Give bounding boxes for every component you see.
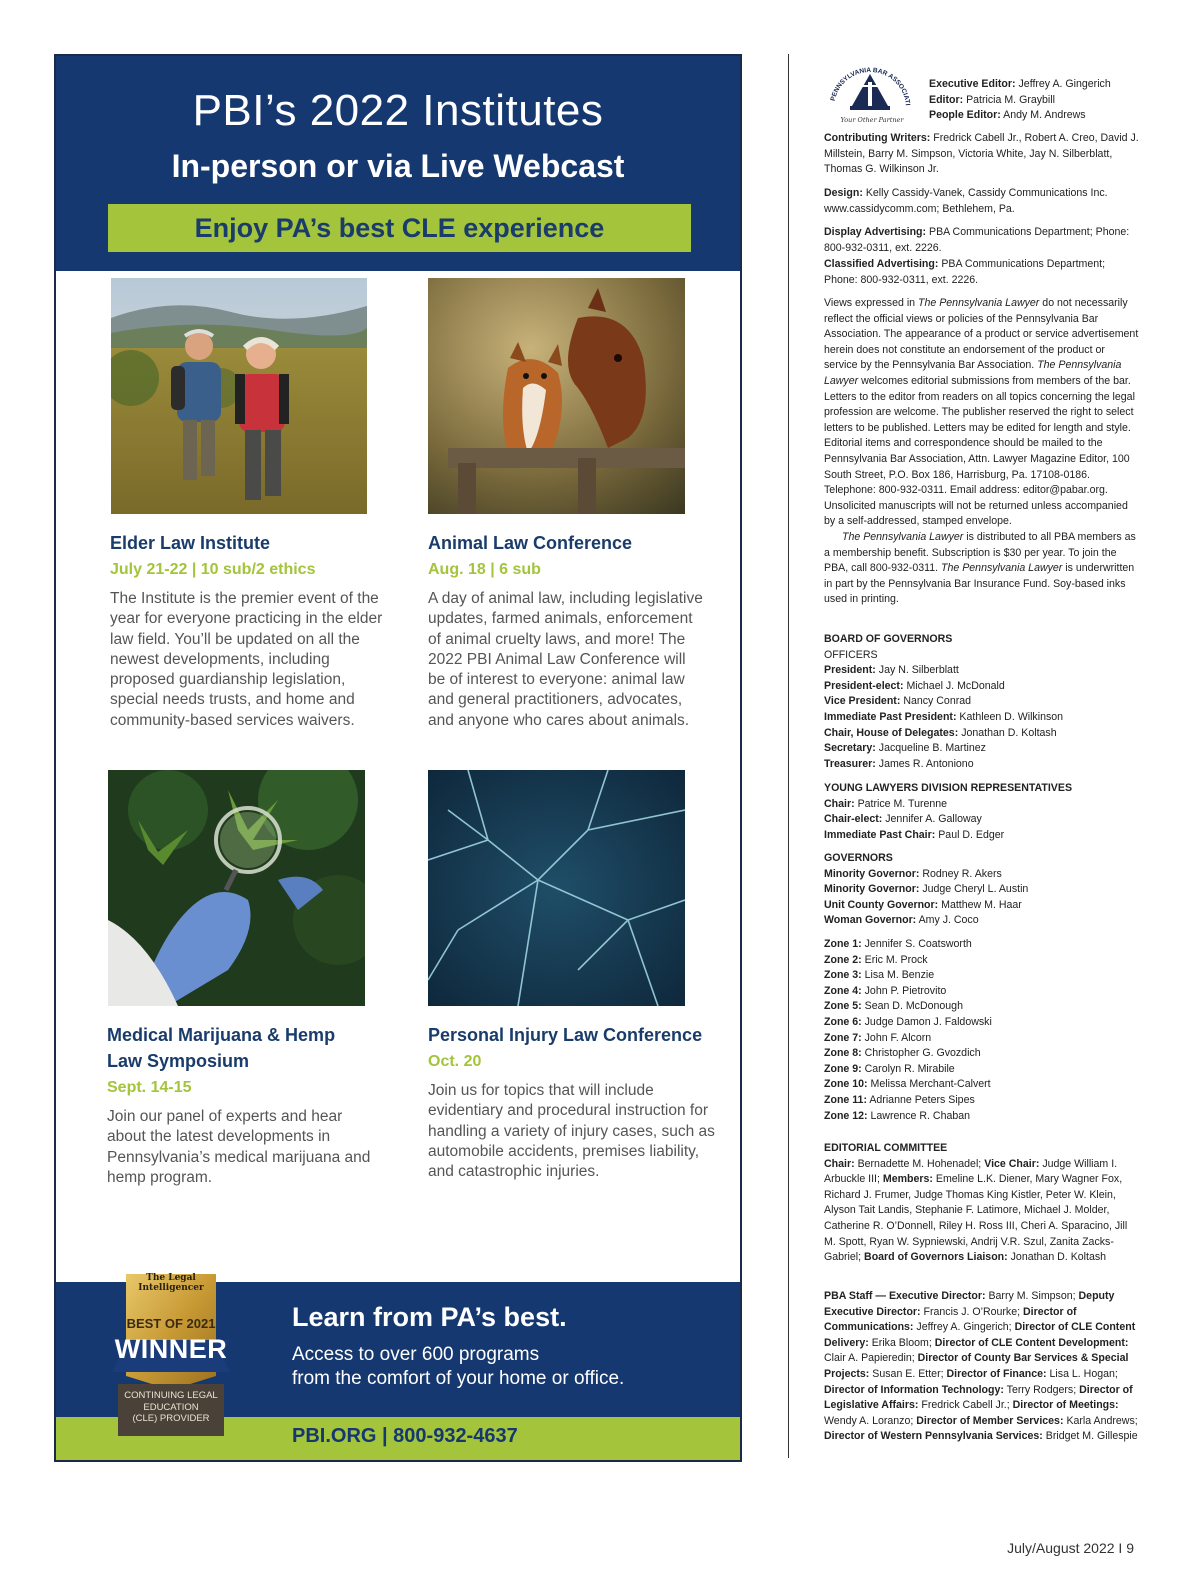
disclaimer-text: Views expressed in The Pennsylvania Lawyer do not necessarily reflect the official views or policies of the Pennsylvania Bar Association. The appearance of a product or service advertisement herein does not constitute an endorsement of the product or service by the Pennsylvania Bar Association. The Pennsylvania Lawyer welcomes editorial submissions from members of the bar. Letters to the editor from readers on all topics concerning the legal profession are welcome. The publisher reserved the right to select letters to be published. Letters may be edited for length and style. Editorial items and correspondence should be mailed to the Pennsylvania Bar Association, Attn. Lawyer Magazine Editor, 100 South Street, P.O. Box 186, Harrisburg, Pa. 17108-0186. Telephone: 800-932-0311. Email address: editor@pabar.org. Unsolicited manuscripts will not be returned unless accompanied by a self-addressed, stamped envelope. The Pennsylvania Lawyer is distributed to all PBA members as a membership benefit. Subscription is $30 per year. To join the PBA, call 800-932-0311. The Pennsylvania Lawyer is underwritten in part by the Pennsylvania Bar Insurance Fund. Soy-based inks used in printing. (824, 297, 1139, 606)
event-title-line-2: Law Symposium (107, 1051, 250, 1071)
zone-line: Zone 2: Eric M. Prock (824, 953, 928, 966)
governor-line: Minority Governor: Judge Cheryl L. Austin (824, 883, 1029, 896)
zone-line: Zone 4: John P. Pietrovito (824, 984, 947, 997)
footer-contact: PBI.ORG | 800-932-4637 (292, 1425, 518, 1447)
section-heading: GOVERNORS (824, 852, 893, 864)
yld-line: Chair: Patrice M. Turenne (824, 797, 948, 810)
young-lawyers-division (824, 781, 1140, 843)
officer-line: Vice President: Nancy Conrad (824, 695, 972, 708)
event-animal-law (428, 530, 703, 731)
event-description: The Institute is the premier event of the year for everyone practicing in the elder law field. You’ll be updated on all the newest developments, including proposed guardianship legislation, special needs trusts, and home and community-based services waivers. (110, 590, 383, 729)
column-divider (788, 54, 789, 1458)
yld-line: Chair-elect: Jennifer A. Galloway (824, 813, 982, 826)
contributing-writers: Contributing Writers: Fredrick Cabell Jr., Robert A. Creo, David J. Millstein, Barry M. Simpson, Victoria White, Jay N. Silberblatt, Thomas G. Wilkinson Jr. (824, 132, 1139, 176)
subsection-heading: OFFICERS (824, 648, 878, 661)
pba-tagline: Your Other Partner (840, 116, 904, 124)
display-advertising: Display Advertising: PBA Communications Department; Phone: 800-932-0311, ext. 2226. (824, 226, 1130, 254)
governor-line: Woman Governor: Amy J. Coco (824, 914, 979, 927)
award-badge (108, 1266, 234, 1442)
event-description: A day of animal law, including legislative updates, farmed animals, enforcement of animal cruelty laws, and more! The 2022 PBI Animal Law Conference will be of interest to everyone: animal law and general practitioners, advocates, and anyone who cares about animals. (428, 590, 703, 729)
editors-list (929, 77, 1111, 124)
page-folio: July/August 2022 I 9 (1007, 1540, 1134, 1556)
award-best-of: BEST OF 2021 (126, 1316, 216, 1331)
classified-advertising: Classified Advertising: PBA Communications Department; Phone: 800-932-0311, ext. 2226. (824, 258, 1106, 286)
event-marijuana-law (107, 1022, 377, 1188)
event-date: Aug. 18 | 6 sub (428, 561, 541, 578)
event-date: Sept. 14-15 (107, 1079, 192, 1096)
governor-line: Unit County Governor: Matthew M. Haar (824, 898, 1022, 911)
award-publisher: The Legal Intelligencer (138, 1273, 204, 1293)
yld-line: Immediate Past Chair: Paul D. Edger (824, 828, 1005, 841)
section-heading: YOUNG LAWYERS DIVISION REPRESENTATIVES (824, 782, 1073, 794)
elder-law-photo (111, 278, 367, 514)
editor-line: Editor: Patricia M. Graybill (929, 93, 1055, 106)
governor-line: Minority Governor: Rodney R. Akers (824, 867, 1002, 880)
event-date: Oct. 20 (428, 1053, 482, 1070)
zone-line: Zone 3: Lisa M. Benzie (824, 969, 935, 982)
event-title: Animal Law Conference (428, 533, 633, 553)
ad-title: PBI’s 2022 Institutes (192, 86, 604, 135)
pba-logo (824, 52, 916, 124)
event-description: Join our panel of experts and hear about the latest developments in Pennsylvania’s medical marijuana and hemp program. (107, 1108, 371, 1186)
governors (824, 851, 1140, 929)
pba-staff: PBA Staff — Executive Director: Barry M. Simpson; Deputy Executive Director: Francis J. O’Rourke; Director of Communications: Jeffrey A. Gingerich; Director of CLE Content Delivery: Erika Bloom; Director of CLE Content Development: Clair A. Papieredin; Director of County Bar Services & Special Projects: Susan E. Etter; Director of Finance: Lisa L. Hogan; Director of Information Technology: Terry Rodgers; Director of Legislative Affairs: Fredrick Cabell Jr.; Director of Meetings: Wendy A. Loranzo; Director of Member Services: Karla Andrews; Director of Western Pennsylvania Services: Bridget M. Gillespie (824, 1290, 1138, 1443)
footer-headline: Learn from PA’s best. (292, 1302, 567, 1332)
zone-line: Zone 5: Sean D. McDonough (824, 1000, 963, 1013)
officer-line: Secretary: Jacqueline B. Martinez (824, 742, 986, 755)
marijuana-photo (108, 770, 365, 1006)
personal-injury-photo (428, 770, 685, 1006)
editor-line: Executive Editor: Jeffrey A. Gingerich (929, 78, 1111, 90)
event-title-line-1: Medical Marijuana & Hemp (107, 1025, 336, 1045)
zone-governors (824, 937, 1140, 1124)
zone-line: Zone 8: Christopher G. Gvozdich (824, 1047, 981, 1060)
zone-line: Zone 7: John F. Alcorn (824, 1031, 932, 1044)
officer-line: Chair, House of Delegates: Jonathan D. Koltash (824, 726, 1057, 739)
ad-tagline-band: Enjoy PA’s best CLE experience (108, 204, 691, 252)
footer-line-2: from the comfort of your home or office. (292, 1368, 625, 1389)
editorial-committee: EDITORIAL COMMITTEE Chair: Bernadette M. Hohenadel; Vice Chair: Judge William I. Arbuckle III; Members: Emeline L.K. Diener, Mary Wagner Fox, Richard J. Frumer, Judge Thomas King Kistler, Peter W. Klein, Alyson Tait Landis, Stephanie F. Latimore, Michael J. Molder, Catherine R. O’Donnell, Riley H. Ross III, Cheri A. Sparacino, Jill M. Spott, Ryan W. Sypniewski, Andrij V.R. Szul, Zanita Zacks-Gabriel; Board of Governors Liaison: Jonathan D. Koltash (824, 1141, 1140, 1266)
pbi-advertisement (54, 54, 742, 1462)
zone-line: Zone 9: Carolyn R. Mirabile (824, 1062, 955, 1075)
officer-line: President-elect: Michael J. McDonald (824, 679, 1005, 692)
event-personal-injury (428, 1022, 718, 1182)
officer-line: President: Jay N. Silberblatt (824, 664, 959, 677)
event-title: Elder Law Institute (110, 533, 271, 553)
board-of-governors (824, 632, 1140, 772)
event-date: July 21-22 | 10 sub/2 ethics (110, 561, 316, 578)
section-heading: EDITORIAL COMMITTEE (824, 1142, 948, 1154)
svg-text:PENNSYLVANIA BAR ASSOCIATION: PENNSYLVANIA BAR ASSOCIATI (829, 66, 911, 106)
award-winner: WINNER (114, 1334, 228, 1364)
zone-line: Zone 11: Adrianne Peters Sipes (824, 1093, 975, 1106)
event-title: Personal Injury Law Conference (428, 1025, 703, 1045)
award-cle-provider: CONTINUING LEGAL EDUCATION (CLE) PROVIDER (124, 1390, 218, 1424)
officer-line: Treasurer: James R. Antoniono (824, 757, 974, 770)
animal-law-photo (428, 278, 685, 514)
section-heading: BOARD OF GOVERNORS (824, 633, 953, 645)
zone-line: Zone 12: Lawrence R. Chaban (824, 1109, 971, 1122)
editor-line: People Editor: Andy M. Andrews (929, 109, 1086, 122)
zone-line: Zone 1: Jennifer S. Coatsworth (824, 938, 972, 950)
event-description: Join us for topics that will include evidentiary and procedural instruction for handling a variety of injury cases, such as automobile accidents, premises liability, and catastrophic injuries. (428, 1082, 715, 1181)
zone-line: Zone 6: Judge Damon J. Faldowski (824, 1015, 992, 1028)
zone-line: Zone 10: Melissa Merchant-Calvert (824, 1078, 991, 1091)
ad-subtitle: In-person or via Live Webcast (171, 148, 625, 184)
officer-line: Immediate Past President: Kathleen D. Wilkinson (824, 710, 1064, 723)
footer-line-1: Access to over 600 programs (292, 1344, 540, 1365)
event-elder-law (110, 530, 390, 731)
design-credit: Design: Kelly Cassidy-Vanek, Cassidy Communications Inc. www.cassidycomm.com; Bethlehem, Pa. (824, 187, 1108, 215)
